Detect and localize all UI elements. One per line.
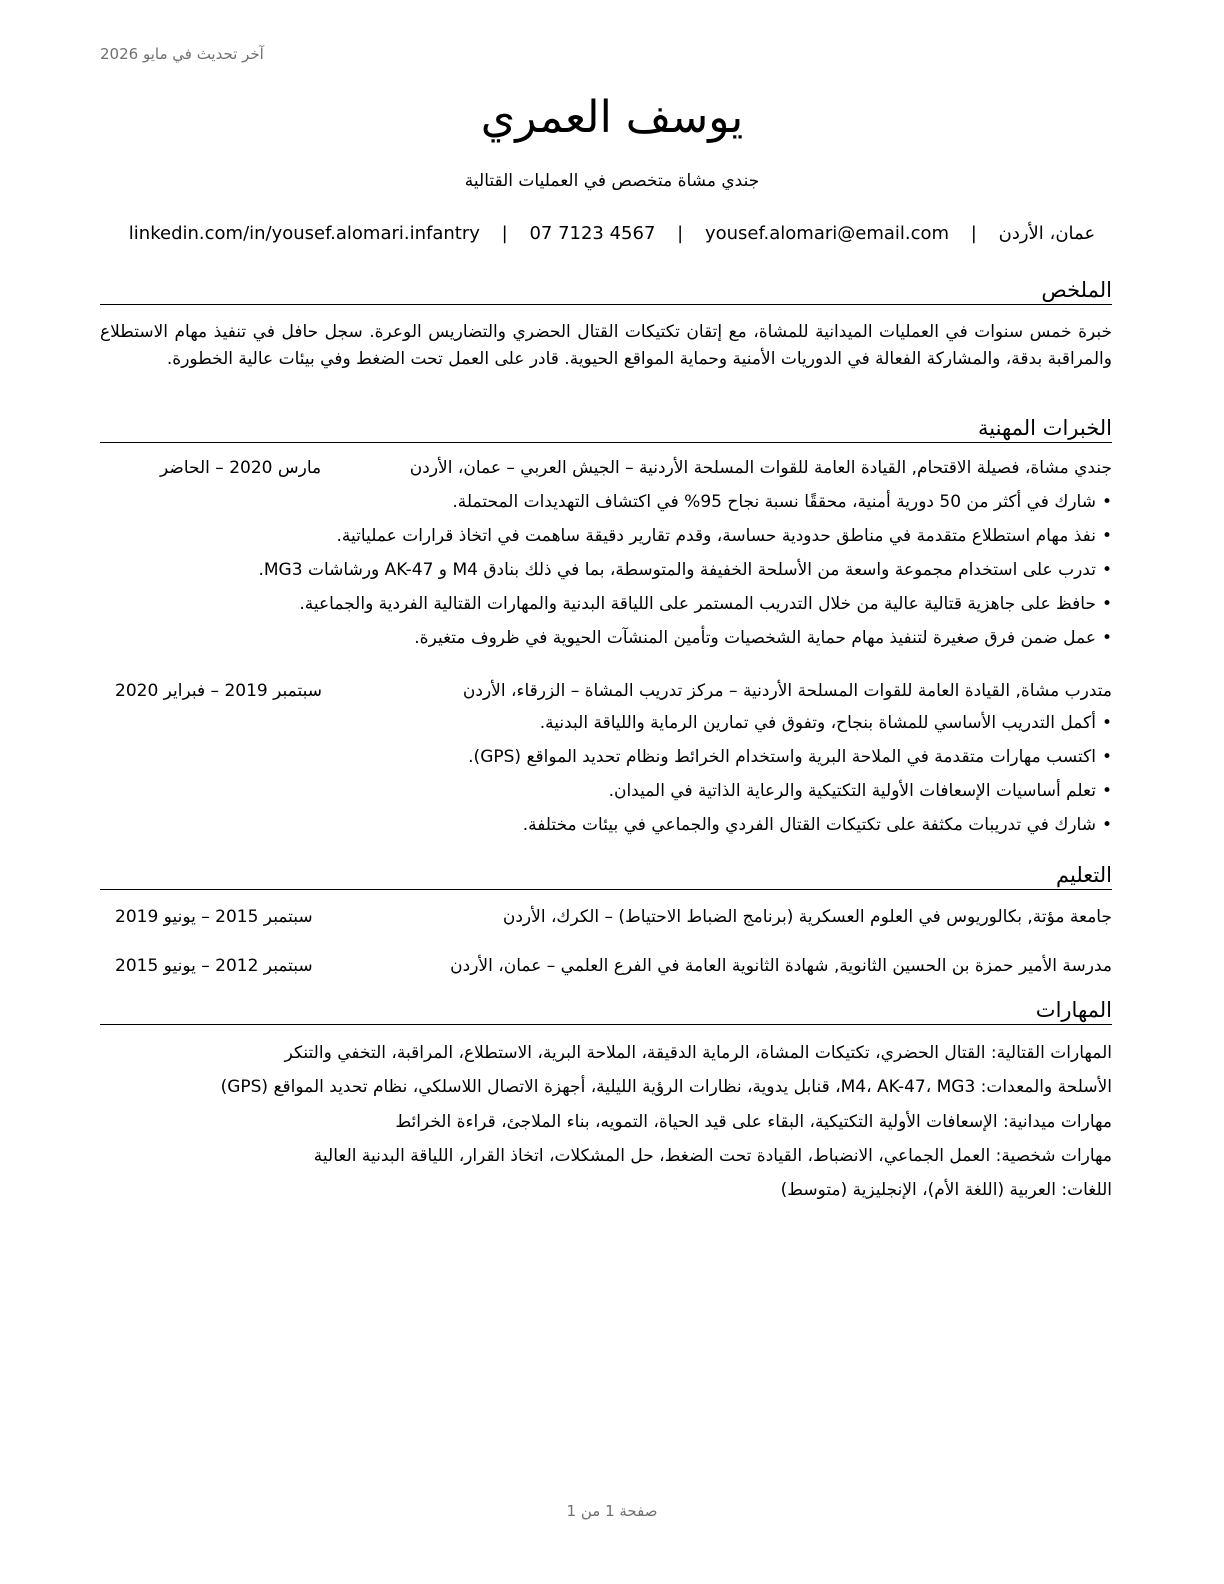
candidate-subtitle: جندي مشاة متخصص في العمليات القتالية	[464, 171, 760, 191]
job-bullet: •شارك في تدريبات مكثفة على تكتيكات القتال الفردي والجماعي في بيئات مختلفة.	[522, 815, 1112, 835]
job-header	[100, 458, 1112, 488]
education-heading: التعليم	[100, 862, 1112, 890]
contact-email[interactable]: yousef.alomari@email.com	[704, 223, 950, 244]
contact-line	[100, 223, 1124, 244]
education-institution: مدرسة الأمير حمزة بن الحسين الثانوية, شهادة الثانوية العامة في الفرع العلمي – عمان، الأردن	[450, 956, 1112, 976]
education-dates: سبتمبر 2015 – يونيو 2019	[115, 907, 313, 927]
job-bullet: •نفذ مهام استطلاع متقدمة في مناطق حدودية حساسة، وقدم تقارير دقيقة ساهمت في اتخاذ قرارات عملياتية.	[336, 526, 1112, 546]
job-bullets	[100, 485, 1112, 655]
page-number: صفحة 1 من 1	[566, 1502, 658, 1520]
education-dates: سبتمبر 2012 – يونيو 2015	[115, 956, 313, 976]
contact-separator: |	[501, 223, 508, 244]
contact-location: عمان، الأردن	[998, 223, 1096, 244]
summary-heading: الملخص	[100, 277, 1112, 305]
last-updated-note: آخر تحديث في مايو 2026	[100, 45, 264, 63]
education-institution: جامعة مؤتة, بكالوريوس في العلوم العسكرية (برنامج الضباط الاحتياط) – الكرك، الأردن	[502, 907, 1112, 927]
skill-line: مهارات ميدانية: الإسعافات الأولية التكتيكية، البقاء على قيد الحياة، التمويه، بناء الملاجئ، قراءة الخرائط	[395, 1112, 1112, 1132]
job-bullet: •حافظ على جاهزية قتالية عالية من خلال التدريب المستمر على اللياقة البدنية والمهارات القتالية الفردية والجماعية.	[299, 594, 1112, 614]
skill-line: اللغات: العربية (اللغة الأم)، الإنجليزية (متوسط)	[780, 1180, 1112, 1200]
experience-heading: الخبرات المهنية	[100, 415, 1112, 443]
job-title-org: متدرب مشاة, القيادة العامة للقوات المسلحة الأردنية – مركز تدريب المشاة – الزرقاء، الأردن	[462, 681, 1112, 701]
job-title-org: جندي مشاة، فصيلة الاقتحام, القيادة العامة للقوات المسلحة الأردنية – الجيش العربي – عمان، الأردن	[409, 458, 1112, 478]
job-bullets	[100, 706, 1112, 842]
contact-separator: |	[970, 223, 977, 244]
skill-line: المهارات القتالية: القتال الحضري، تكتيكات المشاة، الرماية الدقيقة، الملاحة البرية، الاستطلاع، المراقبة، التخفي والتنكر	[284, 1043, 1112, 1063]
job-bullet: •شارك في أكثر من 50 دورية أمنية، محققًا نسبة نجاح 95% في اكتشاف التهديدات المحتملة.	[452, 492, 1112, 512]
summary-text: خبرة خمس سنوات في العمليات الميدانية للمشاة، مع إتقان تكتيكات القتال الحضري والتضاريس الوعرة. سجل حافل في تنفيذ مهام الاستطلاع والمراقبة بدقة، والمشاركة الفعالة في الدوريات الأمنية وحماية المواقع الحيوية. قادر على العمل تحت الضغط وفي بيئات عالية الخطورة.	[100, 322, 1112, 369]
education-item	[100, 907, 1112, 937]
contact-phone[interactable]: 07 7123 4567	[529, 223, 656, 244]
job-dates: سبتمبر 2019 – فبراير 2020	[115, 681, 322, 701]
contact-separator: |	[677, 223, 684, 244]
job-bullet: •عمل ضمن فرق صغيرة لتنفيذ مهام حماية الشخصيات وتأمين المنشآت الحيوية في ظروف متغيرة.	[414, 628, 1112, 648]
skill-line: الأسلحة والمعدات: M4، AK-47، MG3، قنابل يدوية، نظارات الرؤية الليلية، أجهزة الاتصال اللاسلكي، نظام تحديد المواقع (GPS)	[220, 1077, 1112, 1097]
contact-linkedin[interactable]: linkedin.com/in/yousef.alomari.infantry	[128, 223, 480, 244]
job-dates: مارس 2020 – الحاضر	[160, 458, 322, 478]
skill-line: مهارات شخصية: العمل الجماعي، الانضباط، القيادة تحت الضغط، حل المشكلات، اتخاذ القرار، اللياقة البدنية العالية	[313, 1146, 1112, 1166]
job-bullet: •أكمل التدريب الأساسي للمشاة بنجاح، وتفوق في تمارين الرماية واللياقة البدنية.	[539, 713, 1112, 733]
job-bullet: •تدرب على استخدام مجموعة واسعة من الأسلحة الخفيفة والمتوسطة، بما في ذلك بنادق M4 و AK-47 ورشاشات MG3.	[258, 560, 1112, 580]
skills-heading: المهارات	[100, 997, 1112, 1025]
candidate-name: يوسف العمري	[480, 92, 744, 143]
education-item	[100, 956, 1112, 986]
job-bullet: •اكتسب مهارات متقدمة في الملاحة البرية واستخدام الخرائط ونظام تحديد المواقع (GPS).	[468, 747, 1112, 767]
job-bullet: •تعلم أساسيات الإسعافات الأولية التكتيكية والرعاية الذاتية في الميدان.	[608, 781, 1112, 801]
